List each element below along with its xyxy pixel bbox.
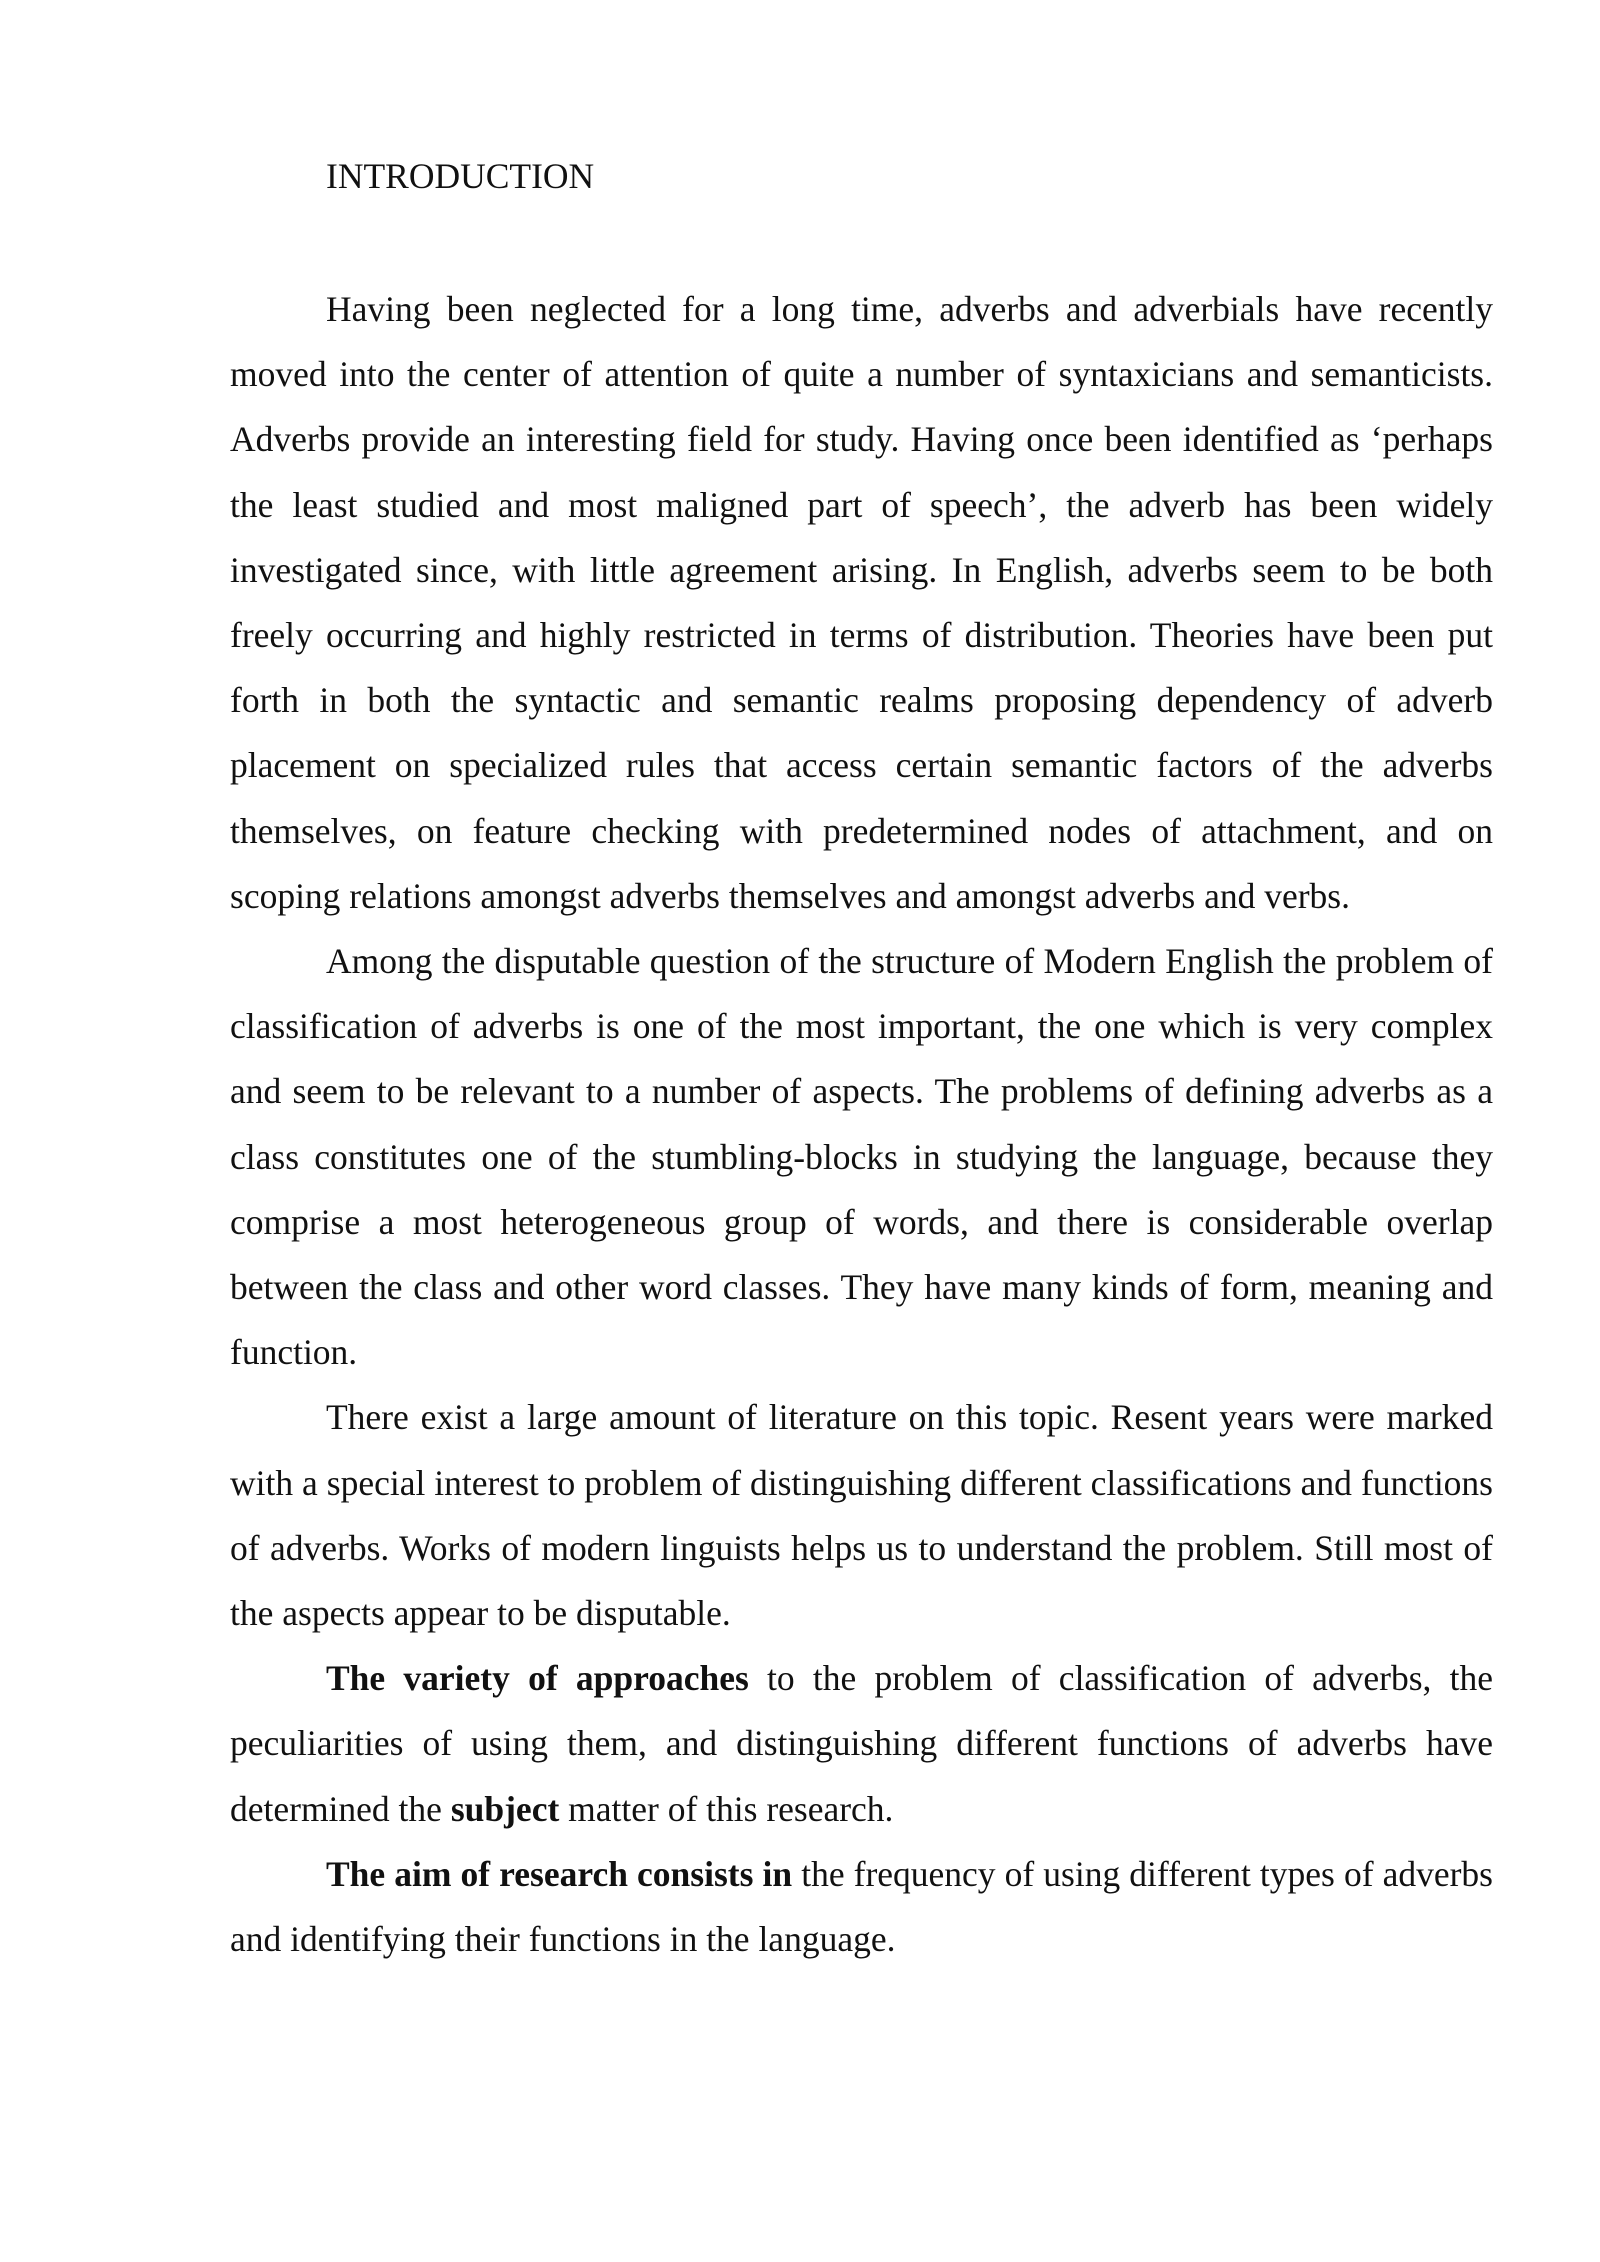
paragraph-4 bbox=[230, 1646, 1493, 1842]
paragraph-4-text-2: matter of this research. bbox=[559, 1788, 894, 1829]
paragraph-2: Among the disputable question of the structure of Modern English the problem of classification of adverbs is one of the most important, the one which is very complex and seem to be relevant to a number of aspects. The problems of defining adverbs as a class constitutes one of the stumbling-blocks in studying the language, because they comprise a most heterogeneous group of words, and there is considerable overlap between the class and other word classes. They have many kinds of form, meaning and function. bbox=[230, 941, 1493, 1373]
section-heading: INTRODUCTION bbox=[326, 156, 595, 196]
heading-spacer bbox=[230, 204, 1493, 277]
paragraph-3: There exist a large amount of literature on this topic. Resent years were marked with a special interest to problem of distinguishing different classifications and functions of adverbs. Works of modern linguists helps us to understand the problem. Still most of the aspects appear to be disputable. bbox=[230, 1397, 1493, 1634]
bold-word-subject: subject bbox=[450, 1788, 560, 1829]
paragraph-1: Having been neglected for a long time, adverbs and adverbials have recently moved into the center of attention of quite a number of syntaxicians and semanticists. Adverbs provide an interesting field for study. Having once been identified as ‘perhaps the least studied and most maligned part of speech’, the adverb has been widely investigated since, with little agreement arising. In English, adverbs seem to be both freely occurring and highly restricted in terms of distribution. Theories have been put forth in both the syntactic and semantic realms proposing dependency of adverb placement on specialized rules that access certain semantic factors of the adverbs themselves, on feature checking with predetermined nodes of attachment, and on scoping relations amongst adverbs themselves and amongst adverbs and verbs. bbox=[230, 289, 1493, 916]
paragraph-4-text-1: to the problem of classification of adverbs, the peculiarities of using them, and distinguishing different functions of adverbs have determined the bbox=[230, 1658, 1493, 1829]
paragraph-5 bbox=[230, 1842, 1493, 1972]
document-body bbox=[230, 148, 1493, 1972]
bold-phrase-approaches: The variety of approaches bbox=[326, 1658, 749, 1699]
paragraph-5-text-1: the frequency of using different types of adverbs and identifying their functions in the language. bbox=[230, 1853, 1493, 1960]
bold-phrase-aim: The aim of research consists in bbox=[326, 1853, 793, 1894]
